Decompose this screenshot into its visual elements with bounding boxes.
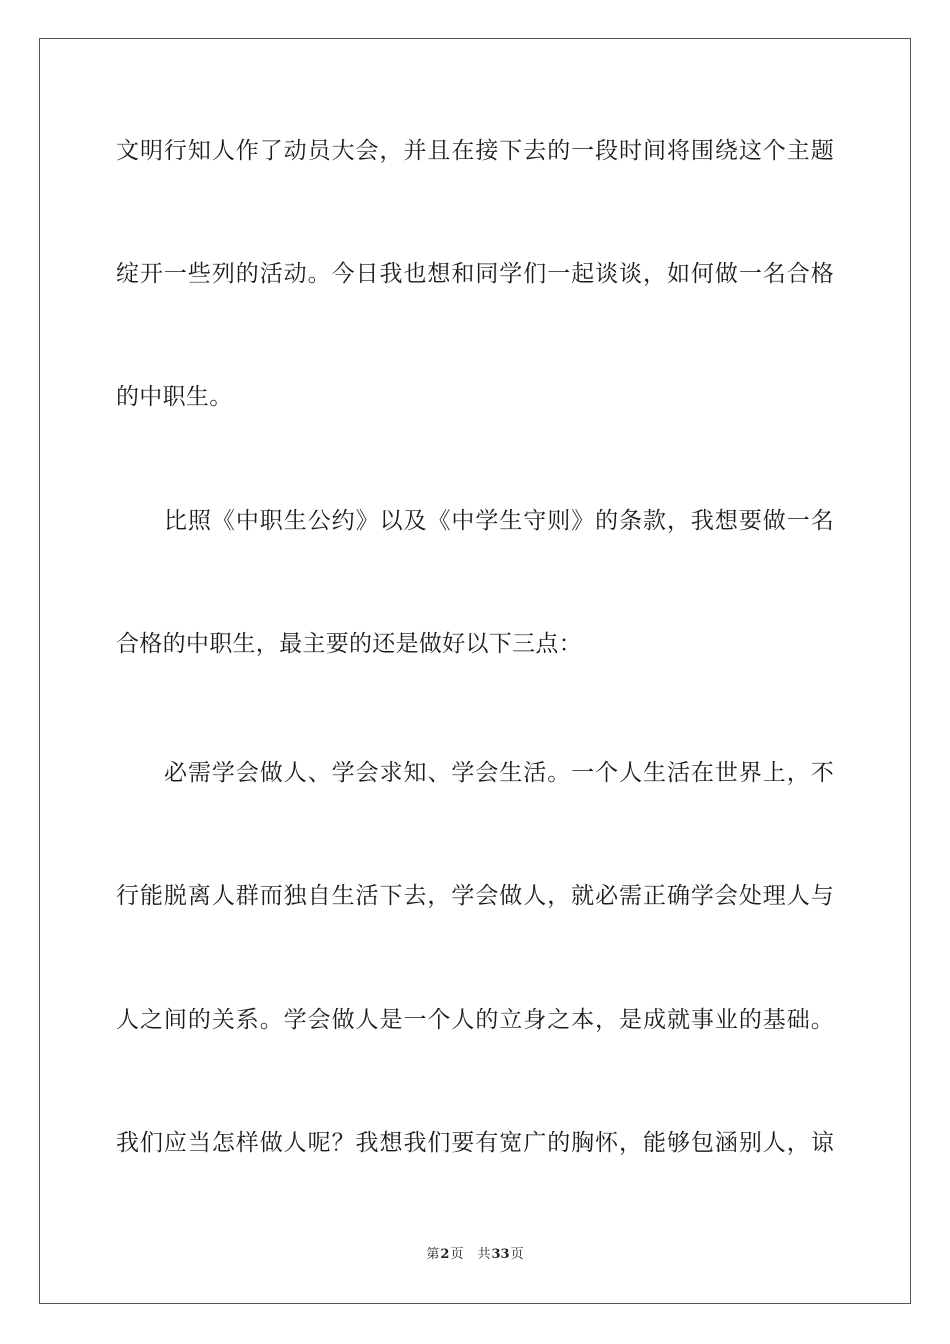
page-frame bbox=[39, 38, 911, 1304]
text-line-5: 合格的中职生，最主要的还是做好以下三点： bbox=[116, 631, 582, 657]
text-line-6: 必需学会做人、学会求知、学会生活。一个人生活在世界上，不 bbox=[164, 760, 834, 786]
footer-total-prefix: 共 bbox=[477, 1247, 491, 1262]
text-line-9: 我们应当怎样做人呢？我想我们要有宽广的胸怀，能够包涵别人，谅 bbox=[116, 1130, 834, 1156]
text-line-8: 人之间的关系。学会做人是一个人的立身之本，是成就事业的基础。 bbox=[116, 1007, 834, 1033]
text-line-1: 文明行知人作了动员大会，并且在接下去的一段时间将围绕这个主题 bbox=[116, 138, 834, 164]
text-line-2: 绽开一些列的活动。今日我也想和同学们一起谈谈，如何做一名合格 bbox=[116, 261, 834, 287]
text-line-4: 比照《中职生公约》以及《中学生守则》的条款，我想要做一名 bbox=[164, 508, 834, 534]
footer-page-prefix: 第 bbox=[426, 1247, 440, 1262]
footer-total-number: 33 bbox=[491, 1247, 510, 1262]
footer-page-suffix: 页 bbox=[450, 1247, 464, 1262]
text-line-7: 行能脱离人群而独自生活下去，学会做人，就必需正确学会处理人与 bbox=[116, 883, 834, 909]
text-line-3: 的中职生。 bbox=[116, 384, 233, 410]
page-footer bbox=[0, 1246, 950, 1264]
footer-total-suffix: 页 bbox=[510, 1247, 524, 1262]
footer-page-number: 2 bbox=[440, 1247, 450, 1262]
